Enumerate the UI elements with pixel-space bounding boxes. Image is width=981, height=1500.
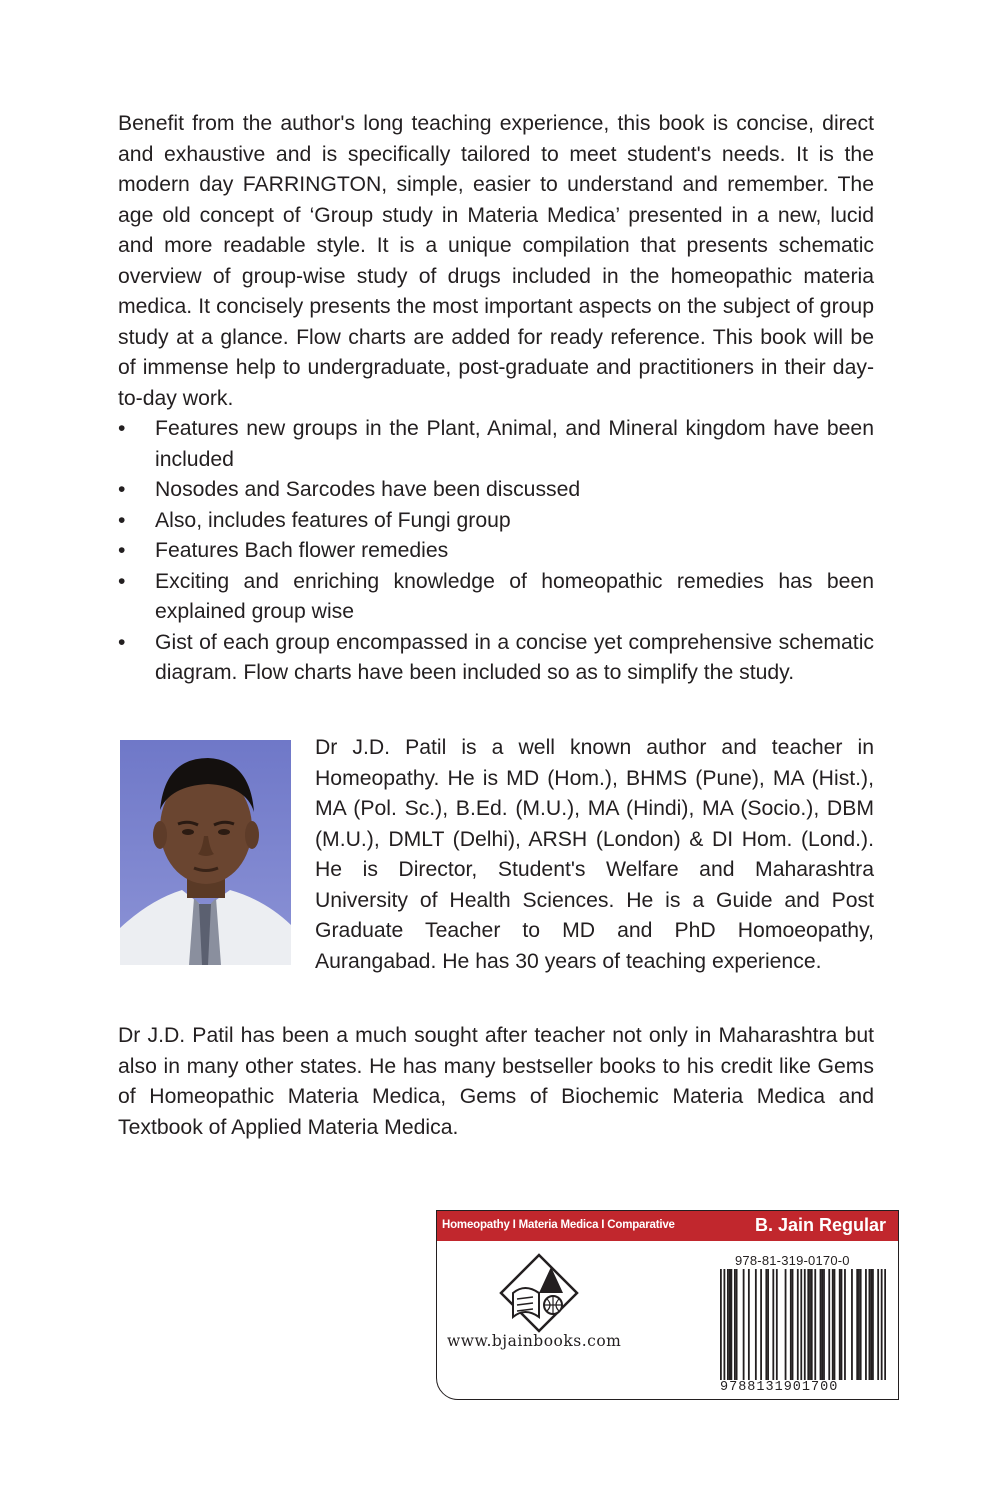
author-bio-continued: Dr J.D. Patil has been a much sought after teacher not only in Maharashtra but also in many other states. He has many bestseller books to his credit like Gems of Homeopathic Materia Medica, Gems of Biochemic Materia Medica and Textbook of Applied Materia Medica.: [118, 1024, 874, 1139]
barcode-bar: [723, 1269, 725, 1384]
barcode-bar: [755, 1269, 757, 1384]
category-banner: [437, 1211, 898, 1241]
barcode-bar: [869, 1269, 871, 1384]
barcode-bar: [790, 1269, 792, 1384]
list-item: • Features Bach flower remedies: [118, 536, 874, 567]
feature-list: [118, 414, 874, 689]
author-bio: Dr J.D. Patil is a well known author and teacher in Homeopathy. He is MD (Hom.), BHMS (Pune), MA (Hist.), MA (Pol. Sc.), B.Ed. (M.U.), MA (Hindi), MA (Socio.), DBM (M.U.), DMLT (Delhi), ARSH (London) & DI Hom. (Lond.). He is Director, Student's Welfare and Maharashtra University of Health Sciences. He is a Guide and Post Graduate Teacher to MD and PhD Homoeopathy, Aurangabad. He has 30 years of teaching experience.: [315, 736, 874, 973]
barcode-bar: [748, 1269, 750, 1384]
barcode-bar: [820, 1269, 822, 1384]
barcode-bar: [776, 1269, 778, 1384]
barcode-bar: [720, 1269, 722, 1384]
barcode-bar: [809, 1269, 811, 1384]
barcode-bar: [734, 1269, 736, 1384]
list-item: • Also, includes features of Fungi group: [118, 506, 874, 537]
bullet-icon: •: [118, 508, 126, 532]
barcode-bar: [804, 1269, 806, 1384]
barcode-bar: [821, 1269, 823, 1384]
barcode-bar: [785, 1269, 787, 1384]
barcode-bar: [736, 1269, 738, 1384]
barcode-bar: [839, 1269, 841, 1384]
barcode-bar: [760, 1269, 762, 1384]
barcode-bar: [811, 1269, 813, 1384]
barcode-bar: [881, 1269, 883, 1384]
barcode-bar: [844, 1269, 846, 1384]
bullet-icon: •: [118, 478, 126, 501]
barcode-bar: [823, 1269, 825, 1384]
barcode-bar: [841, 1269, 843, 1384]
barcode-bar: [767, 1269, 769, 1384]
barcode-bar: [860, 1269, 862, 1384]
isbn-number: 978-81-319-0170-0: [735, 1253, 850, 1268]
bullet-icon: •: [118, 569, 126, 593]
author-photo: [120, 740, 291, 965]
publisher-box: [436, 1210, 899, 1400]
barcode-bar: [834, 1269, 836, 1384]
barcode-bar: [730, 1269, 732, 1384]
publisher-logo-icon: [499, 1253, 579, 1333]
barcode-bar: [765, 1269, 767, 1384]
barcode-bar: [858, 1269, 860, 1384]
barcode: [720, 1269, 886, 1384]
barcode-bar: [807, 1269, 809, 1384]
barcode-bar: [828, 1269, 830, 1384]
series-name: B. Jain Regular: [754, 1215, 886, 1235]
list-item: • Gist of each group encompassed in a concise yet comprehensive schematic diagram. Flow charts have been included so as to simplify the study.: [118, 628, 874, 689]
barcode-bar: [870, 1269, 872, 1384]
bullet-icon: •: [118, 539, 126, 562]
bullet-icon: •: [118, 630, 126, 654]
barcode-bar: [797, 1269, 799, 1384]
barcode-bar: [884, 1269, 886, 1384]
category-tags: Homeopathy I Materia Medica I Comparative: [442, 1219, 675, 1231]
barcode-bar: [800, 1269, 802, 1384]
list-item: • Nosodes and Sarcodes have been discussed: [118, 475, 874, 506]
barcode-bar: [727, 1269, 729, 1384]
barcode-bar: [772, 1269, 774, 1384]
book-description: Benefit from the author's long teaching experience, this book is concise, direct and exhaustive and is specifically tailored to meet student's needs. It is the modern day FARRINGTON, simple, easier to understand and remember. The age old concept of ‘Group study in Materia Medica’ presented in a new, lucid and more readable style. It is a unique compilation that presents schematic overview of group-wise study of drugs included in the homeopathic materia medica. It concisely presents the most important aspects on the subject of group study at a glance. Flow charts are added for ready reference. This book will be of immense help to undergraduate, post-graduate and practitioners in their day-to-day work.: [118, 112, 874, 410]
list-item: • Exciting and enriching knowledge of homeopathic remedies has been explained group wise: [118, 567, 874, 628]
publisher-website: www.bjainbooks.com: [447, 1332, 622, 1350]
barcode-bar: [872, 1269, 874, 1384]
barcode-bar: [814, 1269, 816, 1384]
barcode-bar: [792, 1269, 794, 1384]
barcode-bar: [743, 1269, 745, 1384]
bullet-icon: •: [118, 417, 126, 440]
barcode-digits: 9788131901700: [720, 1380, 886, 1396]
barcode-bar: [851, 1269, 853, 1384]
barcode-bar: [877, 1269, 879, 1384]
barcode-bar: [856, 1269, 858, 1384]
barcode-bar: [865, 1269, 867, 1384]
barcode-bar: [832, 1269, 834, 1384]
barcode-bar: [729, 1269, 731, 1384]
list-item: • Features new groups in the Plant, Animal, and Mineral kingdom have been included: [118, 414, 874, 475]
